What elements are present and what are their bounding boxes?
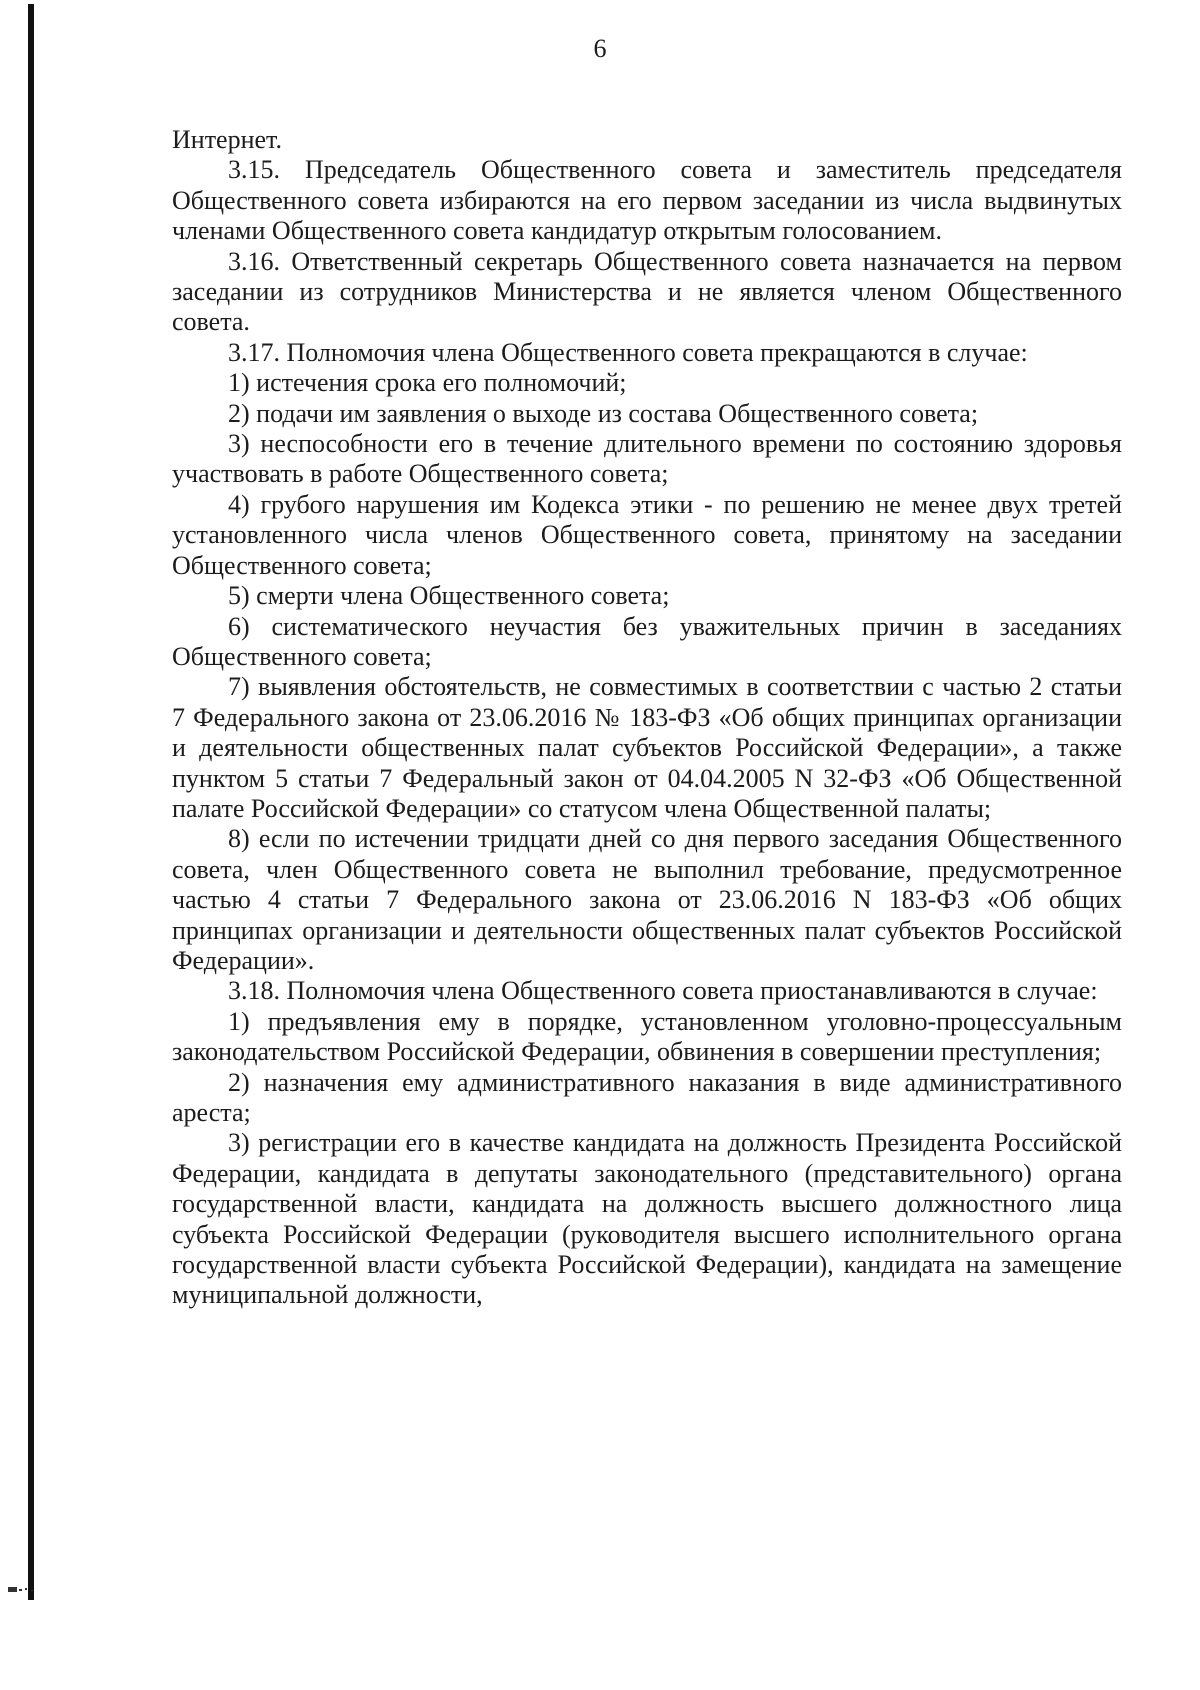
scan-edge-line — [28, 4, 34, 1600]
page-number: 6 — [593, 34, 607, 63]
paragraph-3-15: 3.15. Председатель Общественного совета и заместитель председателя Общественного совета избираются на его первом заседании из числа выдвинутых членами Общественного совета кандидатур открытым голосованием. — [172, 155, 1122, 246]
list-item-3-17-4: 4) грубого нарушения им Кодекса этики - по решению не менее двух третей установленного числа членов Общественного совета, принятому на заседании Общественного совета; — [172, 489, 1122, 580]
paragraph-internet: Интернет. — [172, 125, 282, 154]
list-item-3-17-8: 8) если по истечении тридцати дней со дня первого заседания Общественного совета, член Общественного совета не выполнил требование, предусмотренное частью 4 статьи 7 Федерального закона от 23.06.2016 N 183-ФЗ «Об общих принципах организации и деятельности общественных палат субъектов Российской Федерации». — [172, 824, 1122, 975]
list-item-3-18-3: 3) регистрации его в качестве кандидата на должность Президента Российской Федерации, кандидата в депутаты законодательного (представительного) органа государственной власти, кандидата на должность высшего должностного лица субъекта Российской Федерации (руководителя высшего исполнительного органа государственной власти субъекта Российской Федерации), кандидата на замещение муниципальной должности, — [172, 1128, 1122, 1310]
scan-speck-mark — [8, 1585, 36, 1595]
list-item-3-17-5: 5) смерти члена Общественного совета; — [228, 581, 670, 611]
list-item-3-17-6: 6) систематического неучастия без уважительных причин в заседаниях Общественного совета; — [172, 611, 1122, 671]
paragraph-3-17: 3.17. Полномочия члена Общественного совета прекращаются в случае: — [228, 337, 1028, 367]
document-body — [172, 125, 1122, 1311]
list-item-3-17-7: 7) выявления обстоятельств, не совместимых в соответствии с частью 2 статьи 7 Федерального закона от 23.06.2016 № 183-ФЗ «Об общих принципах организации и деятельности общественных палат субъектов Российской Федерации», а также пунктом 5 статьи 7 Федеральный закон от 04.04.2005 N 32-ФЗ «Об Общественной палате Российской Федерации» со статусом члена Общественной палаты; — [172, 672, 1122, 823]
list-item-3-18-1: 1) предъявления ему в порядке, установленном уголовно-процессуальным законодательством Российской Федерации, обвинения в совершении преступления; — [172, 1006, 1122, 1067]
paragraph-3-16: 3.16. Ответственный секретарь Общественного совета назначается на первом заседании из сотрудников Министерства и не является членом Общественного совета. — [172, 246, 1122, 337]
list-item-3-17-2: 2) подачи им заявления о выходе из состава Общественного совета; — [228, 398, 979, 428]
list-item-3-17-1: 1) истечения срока его полномочий; — [228, 368, 627, 398]
paragraph-3-18: 3.18. Полномочия члена Общественного совета приостанавливаются в случае: — [228, 976, 1098, 1006]
list-item-3-18-2: 2) назначения ему административного наказания в виде административного ареста; — [172, 1067, 1122, 1127]
list-item-3-17-3: 3) неспособности его в течение длительного времени по состоянию здоровья участвовать в работе Общественного совета; — [172, 429, 1122, 489]
